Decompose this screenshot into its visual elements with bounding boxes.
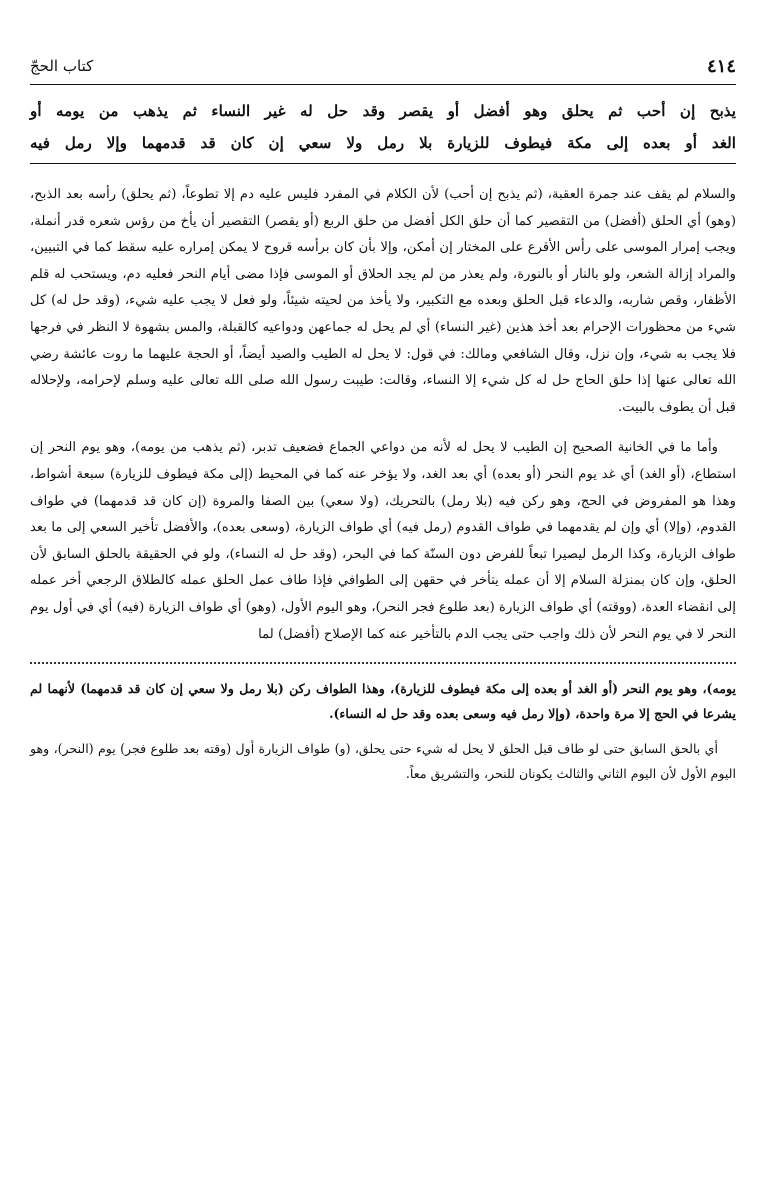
footnotes	[30, 676, 736, 786]
footnote-separator	[30, 662, 736, 664]
main-text-line: يذبح إن أحب ثم يحلق وهو أفضل أو يقصر وقد حل له غير النساء ثم يذهب من يومه أو	[30, 102, 736, 120]
page-number: ٤١٤	[706, 55, 736, 77]
running-header	[30, 52, 736, 85]
commentary-paragraph: وأما ما في الخانية الصحيح إن الطيب لا يحل له لأنه من دواعي الجماع فضعيف تدبر، (ثم يذهب من يومه)، وهو يوم النحر إن استطاع، (أو الغد) أي غد يوم النحر (أو بعده) أي بعد الغد، ولا يؤخر عنه كما في المحيط (إلى مكة فيطوف للزيارة) سبعة أشواط، وهذا هو المفروض في الحج، وهو ركن فيه (بلا رمل) بالتحريك، (ولا سعي) بين الصفا والمروة (إن كان قد قدمهما) في طواف القدوم، (وإلا) أي وإن لم يقدمهما في طواف القدوم (رمل فيه) أي طواف الزيارة، (وسعى بعده)، والأفضل تأخير السعي إلى ما بعد طواف الزيارة، وكذا الرمل ليصيرا تبعاً للفرض دون السنّة كما في البحر، (وقد حل له النساء)، ولو في الحقيقة بالحلق السابق لأن الحلق، وإن كان بمنزلة السلام إلا أن عمله يتأخر في حقهن إلى الطوافي فإذا طاف عمل الحلق عمله كالطلاق الرجعي أخر عمله إلى انقضاء العدة، (ووقته) أي طواف الزيارة (بعد طلوع فجر النحر)، وهو اليوم الأول، (وهو) أي طواف الزيارة (فيه) أي في أول يوم النحر لا في يوم النحر لأن ذلك واجب حتى يجب الدم بالتأخير عنه كما الإصلاح (أفضل) لما	[30, 440, 736, 642]
commentary	[30, 182, 736, 648]
book-title: كتاب الحجّ	[30, 57, 94, 75]
footnote-paragraph: أي بالحق السابق حتى لو طاف قبل الحلق لا يحل له شيء حتى يحلق، (و) طواف الزيارة أول (وقته بعد طلوع فجر) يوم (النحر)، وهو اليوم الأول لأن اليوم الثاني والثالث يكونان للنحر، والتشريق معاً.	[30, 741, 736, 782]
footnote-paragraph: يومه)، وهو يوم النحر (أو الغد أو بعده إلى مكة فيطوف للزيارة)، وهذا الطواف ركن (بلا رمل ولا سعي إن كان قد قدمهما) لأنهما لم يشرعا في الحج إلا مرة واحدة، (وإلا رمل فيه وسعى بعده وقد حل له النساء).	[30, 681, 736, 722]
commentary-paragraph: والسلام لم يقف عند جمرة العقبة، (ثم يذبح إن أحب) لأن الكلام في المفرد فليس عليه دم إلا تطوعاً، (ثم يحلق) رأسه بعد الذبح، (وهو) أي الحلق (أفضل) من التقصير كما أن حلق الكل أفضل من حلق الربع (أو يقصر) التقصير أن يأخ من رؤس شعره قدر أنملة، ويجب إمرار الموسى على رأس الأقرع على المختار إن أمكن، وإلا بأن كان برأسه قروح لا يمكن إمراره عليه سقط كما في التبيين، والمراد إزالة الشعر، ولو بالنار أو بالنورة، ولم يعذر من لم يجد الحلاق أو الموسى فإذا مضى أيام النحر فعليه دم، ويستحب له قلم الأظفار، وقص شاربه، والدعاء قبل الحلق وبعده مع التكبير، ولا يأخذ من لحيته شيئاً، ولو فعل لا يجب عليه شيء، (وقد حل له) كل شيء من محظورات الإحرام بعد أخذ هذين (غير النساء) أي لم يحل له جماعهن ودواعيه كالقبلة، والمس بشهوة لا النظر في فرجها فلا يجب به شيء، وإن نزل، وقال الشافعي ومالك: في قول: لا يحل له الطيب والصيد أيضاً، أو الحجة عليهما ما روت عائشة رضي الله تعالى عنها إذا حلق الحاج حل له كل شيء إلا النساء، وقالت: طيبت رسول الله صلى الله تعالى عليه وسلم لإحرامه، ولإحلاله قبل أن يطوف بالبيت.	[30, 187, 736, 415]
book-page	[30, 52, 736, 796]
main-text-line: الغد أو بعده إلى مكة فيطوف للزيارة بلا رمل ولا سعي إن كان قد قدمهما وإلا رمل فيه	[30, 134, 736, 152]
main-text-box	[30, 95, 736, 164]
